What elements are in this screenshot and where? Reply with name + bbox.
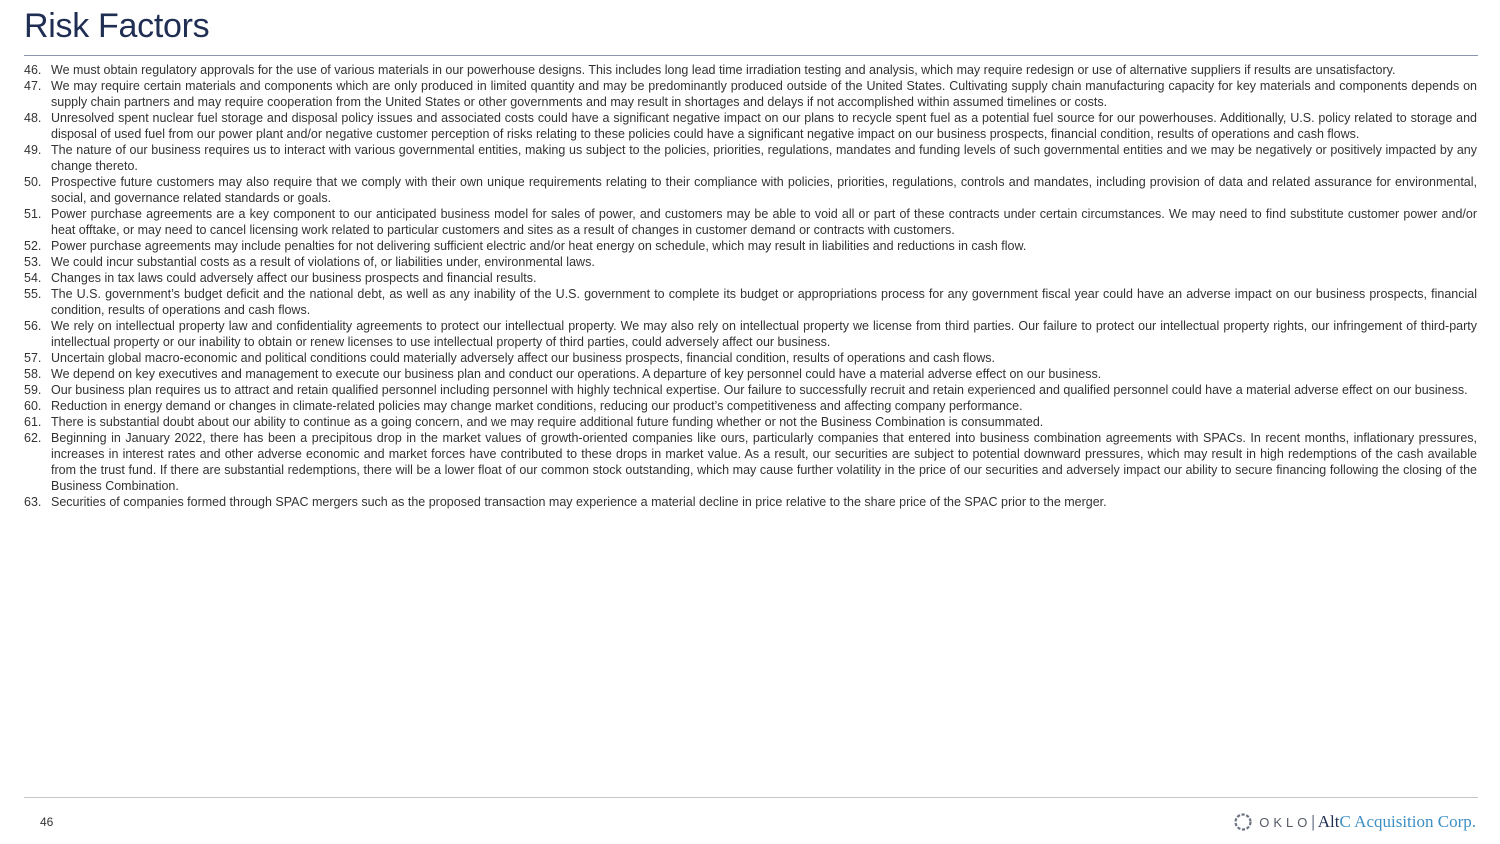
risk-factor-item [24,238,1477,254]
risk-factor-text: Uncertain global macro-economic and political conditions could materially adversely affect our business prospects, financial condition, results of operations and cash flows. [51,351,996,365]
risk-factor-number: 47. [24,79,42,93]
risk-factor-item [24,414,1477,430]
risk-factor-number: 46. [24,63,42,77]
risk-factor-item [24,142,1477,174]
risk-factor-item [24,366,1477,382]
risk-factor-number: 52. [24,239,42,253]
risk-factor-item [24,286,1477,318]
risk-factor-item [24,398,1477,414]
risk-factor-item [24,382,1477,398]
altc-wordmark-rest: C Acquisition Corp. [1339,812,1476,831]
risk-factor-item [24,62,1477,78]
risk-factor-text: We must obtain regulatory approvals for the use of various materials in our powerhouse designs. This includes long lead time irradiation testing and analysis, which may require redesign or use of alternative suppliers if results are unsatisfactory. [51,63,1396,77]
risk-factor-number: 53. [24,255,42,269]
risk-factor-number: 48. [24,111,42,125]
risk-factor-item [24,206,1477,238]
page-title: Risk Factors [24,7,210,45]
risk-factor-text: Our business plan requires us to attract and retain qualified personnel including personnel with highly technical expertise. Our failure to successfully recruit and retain experienced and qualified personnel could have a material adverse effect on our business. [51,383,1468,397]
oklo-logo-icon [1233,812,1253,832]
risk-factor-text: Changes in tax laws could adversely affect our business prospects and financial results. [51,271,537,285]
oklo-wordmark: OKLO [1259,814,1312,830]
risk-factor-text: Power purchase agreements are a key component to our anticipated business model for sales of power, and customers may be able to void all or part of these contracts under certain circumstances. We may need to find substitute customer power and/or heat offtake, or may need to cancel licensing work related to particular customers and sites as a result of changes in customer demand or contracts with customers. [51,207,1477,237]
risk-factor-number: 51. [24,207,42,221]
risk-factor-number: 59. [24,383,42,397]
risk-factor-text: We may require certain materials and components which are only produced in limited quantity and may be predominantly produced outside of the United States. Cultivating supply chain manufacturing capacity for key materials and components depends on supply chain partners and may require cooperation from the United States or other governments and may result in shortages and delays if not accomplished within assumed timelines or costs. [51,79,1477,109]
risk-factor-number: 55. [24,287,42,301]
risk-factor-number: 49. [24,143,42,157]
risk-factor-text: Securities of companies formed through SPAC mergers such as the proposed transaction may experience a material decline in price relative to the share price of the SPAC prior to the merger. [51,495,1107,509]
risk-factor-number: 57. [24,351,42,365]
risk-factor-item [24,494,1477,510]
risk-factor-text: Power purchase agreements may include penalties for not delivering sufficient electric and/or heat energy on schedule, which may result in liabilities and reductions in cash flow. [51,239,1027,253]
risk-factor-number: 58. [24,367,42,381]
risk-factor-text: There is substantial doubt about our ability to continue as a going concern, and we may require additional future funding whether or not the Business Combination is consummated. [51,415,1044,429]
logo-separator: | [1311,812,1315,831]
risk-factor-text: Unresolved spent nuclear fuel storage and disposal policy issues and associated costs could have a significant negative impact on our plans to recycle spent fuel as a potential fuel source for our powerhouses. Additionally, U.S. policy related to storage and disposal of used fuel from our power plant and/or negative customer perception of risks relating to these policies could have a significant negative impact on our business prospects, financial condition, results of operations and cash flows. [51,111,1477,141]
company-logo [1233,810,1476,834]
risk-factor-number: 50. [24,175,42,189]
risk-factor-text: We could incur substantial costs as a result of violations of, or liabilities under, environmental laws. [51,255,595,269]
risk-factor-number: 62. [24,431,42,445]
risk-factor-text: We depend on key executives and management to execute our business plan and conduct our operations. A departure of key personnel could have a material adverse effect on our business. [51,367,1102,381]
risk-factor-number: 56. [24,319,42,333]
risk-factor-item [24,270,1477,286]
risk-factor-number: 54. [24,271,42,285]
risk-factor-item [24,110,1477,142]
altc-wordmark-prefix: Alt [1317,812,1340,831]
risk-factor-item [24,318,1477,350]
footer-divider [24,797,1478,798]
risk-factor-number: 63. [24,495,42,509]
risk-factor-list [24,62,1477,510]
risk-factor-text: Beginning in January 2022, there has been a precipitous drop in the market values of growth-oriented companies like ours, particularly companies that entered into business combination agreements with SPACs. In recent months, inflationary pressures, increases in interest rates and other adverse economic and market forces have contributed to these drops in market value. As a result, our securities are subject to potential downward pressures, which may result in high redemptions of the cash available from the trust fund. If there are substantial redemptions, there will be a lower float of our common stock outstanding, which may cause further volatility in the price of our securities and adversely impact our ability to secure financing following the closing of the Business Combination. [51,431,1477,493]
risk-factor-text: Prospective future customers may also require that we comply with their own unique requirements relating to their compliance with policies, priorities, regulations, controls and mandates, including provision of data and related assurance for environmental, social, and governance related standards or goals. [51,175,1477,205]
risk-factor-item [24,350,1477,366]
risk-factor-item [24,78,1477,110]
risk-factor-number: 60. [24,399,42,413]
risk-factor-text: The nature of our business requires us to interact with various governmental entities, making us subject to the policies, priorities, regulations, mandates and funding levels of such governmental entities and we may be negatively or positively impacted by any change thereto. [51,143,1477,173]
risk-factor-item [24,174,1477,206]
risk-factor-number: 61. [24,415,42,429]
risk-factor-item [24,254,1477,270]
risk-factor-text: The U.S. government’s budget deficit and the national debt, as well as any inability of the U.S. government to complete its budget or appropriations process for any government fiscal year could have an adverse impact on our business prospects, financial condition, results of operations and cash flows. [51,287,1477,317]
risk-factor-text: We rely on intellectual property law and confidentiality agreements to protect our intellectual property. We may also rely on intellectual property we license from third parties. Our failure to protect our intellectual property rights, our infringement of third-party intellectual property or our inability to obtain or renew licenses to use intellectual property of third parties, could adversely affect our business. [51,319,1477,349]
risk-factor-text: Reduction in energy demand or changes in climate-related policies may change market conditions, reducing our product’s competitiveness and affecting company performance. [51,399,1023,413]
page-number: 46 [40,815,54,829]
risk-factor-item [24,430,1477,494]
title-divider [24,55,1478,56]
